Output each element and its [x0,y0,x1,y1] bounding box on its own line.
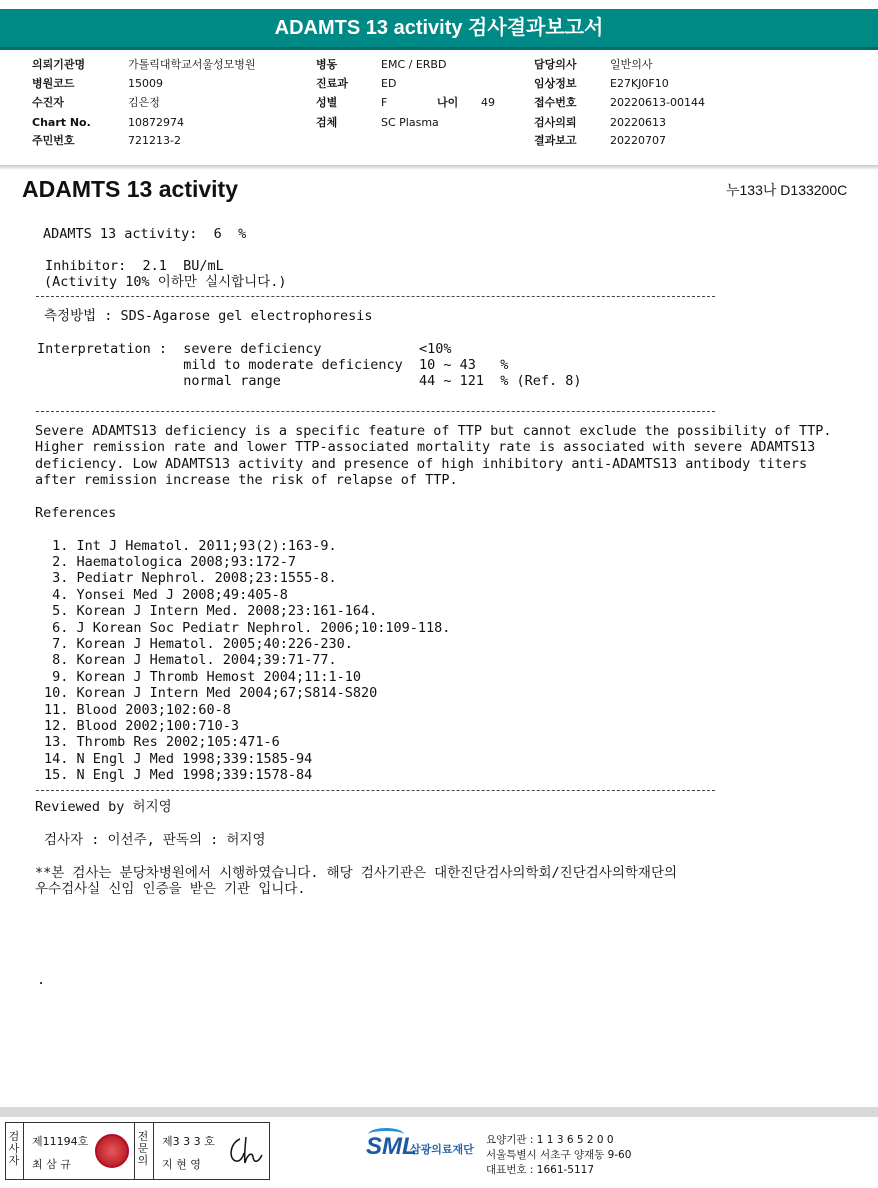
seal-stamp-icon [95,1134,129,1168]
resident-no-label: 주민번호 [32,134,75,147]
vertical-char: 자 [8,1154,20,1167]
specialist-name: 지 현 영 [162,1158,201,1171]
address: 서울특별시 서초구 양재동 9-60 [486,1149,632,1161]
department-label: 진료과 [316,77,348,90]
clinical-info-label: 임상정보 [534,77,577,90]
reference-item: 2. Haematologica 2008;93:172-7 [44,554,296,570]
patient-label: 수진자 [32,96,64,109]
vertical-char: 사 [8,1142,20,1155]
interpretation-severe: Interpretation : severe deficiency <10% [37,341,452,357]
header-divider [0,165,878,170]
resident-no-value: 721213-2 [128,134,181,147]
note-line-2: 우수검사실 신임 인증을 받은 기관 입니다. [35,881,306,897]
chart-no-value: 10872974 [128,116,184,129]
signature-icon [226,1133,266,1169]
reference-item: 8. Korean J Hematol. 2004;39:71-77. [44,652,337,668]
sml-logo-subtitle: 삼광의료재단 [410,1143,474,1156]
report-banner-title: ADAMTS 13 activity 검사결과보고서 [0,9,878,47]
separator-2 [36,411,715,412]
vertical-char: 의 [137,1154,149,1167]
reference-item: 4. Yonsei Med J 2008;49:405-8 [44,587,288,603]
end-dot: . [37,972,46,988]
reference-item: 7. Korean J Hematol. 2005;40:226-230. [44,636,353,652]
age-value: 49 [481,96,495,109]
doctor-label: 담당의사 [534,58,577,71]
interpretation-mild: mild to moderate deficiency 10 ~ 43 % [37,357,509,373]
reference-item: 5. Korean J Intern Med. 2008;23:161-164. [44,603,378,619]
requesting-institution-value: 가톨릭대학교서울성모병원 [128,58,256,71]
sex-value: F [381,96,388,109]
footer-bar [0,1107,878,1117]
chart-no-label: Chart No. [32,116,91,129]
reference-item: 1. Int J Hematol. 2011;93(2):163-9. [44,538,337,554]
vertical-char: 검 [8,1130,20,1143]
hospital-code-label: 병원코드 [32,77,75,90]
specialist-vertical-label [136,1131,150,1167]
receipt-no-value: 20220613-00144 [610,96,705,109]
examiner-line: 검사자 : 이선주, 판독의 : 허지영 [44,832,266,848]
ward-label: 병동 [316,58,338,71]
references-heading: References [35,505,117,521]
examiner-license-no: 제11194호 [32,1135,89,1148]
reference-item: 3. Pediatr Nephrol. 2008;23:1555-8. [44,570,337,586]
method-line: 측정방법 : SDS-Agarose gel electrophoresis [44,308,373,324]
receipt-no-label: 접수번호 [534,96,577,109]
test-title: ADAMTS 13 activity [22,176,239,202]
doctor-value: 일반의사 [610,58,653,71]
sml-logo: SML [366,1133,417,1160]
vertical-char: 전 [137,1130,149,1143]
banner-underline [0,47,878,50]
box-separator [134,1123,135,1179]
box-separator [153,1123,154,1179]
activity-result: ADAMTS 13 activity: 6 % [43,226,247,242]
reference-item: 12. Blood 2002;100:710-3 [44,718,240,734]
inhibitor-note: (Activity 10% 이하만 실시합니다.) [44,274,287,290]
phone: 대표번호 : 1661-5117 [486,1164,595,1176]
paragraph-line: after remission increase the risk of relapse of TTP. [35,472,458,488]
test-code: 누133나 D133200C [726,182,848,198]
examiner-vertical-label [7,1131,21,1167]
patient-value: 김은정 [128,96,160,109]
signature-box [5,1122,270,1180]
reference-item: 15. N Engl J Med 1998;339:1578-84 [44,767,313,783]
reference-item: 6. J Korean Soc Pediatr Nephrol. 2006;10:109-118. [44,620,451,636]
specimen-value: SC Plasma [381,116,439,129]
department-value: ED [381,77,397,90]
report-date-value: 20220707 [610,134,666,147]
paragraph-line: deficiency. Low ADAMTS13 activity and presence of high inhibitory anti-ADAMTS13 antibody titers [35,456,808,472]
note-line-1: **본 검사는 분당차병원에서 시행하였습니다. 해당 검사기관은 대한진단검사의학회/진단검사의학재단의 [35,865,678,881]
reviewed-by: Reviewed by 허지영 [35,799,172,815]
reference-item: 11. Blood 2003;102:60-8 [44,702,231,718]
box-separator [23,1123,24,1179]
separator-3 [36,790,715,791]
report-date-label: 결과보고 [534,134,577,147]
request-date-value: 20220613 [610,116,666,129]
paragraph-line: Higher remission rate and lower TTP-associated mortality rate is associated with severe ADAMTS13 [35,439,816,455]
specialist-license-no: 제3 3 3 호 [162,1135,215,1148]
inhibitor-result: Inhibitor: 2.1 BU/mL [45,258,224,274]
age-label: 나이 [437,96,459,109]
paragraph-line: Severe ADAMTS13 deficiency is a specific feature of TTP but cannot exclude the possibility of TTP. [35,423,832,439]
reference-item: 13. Thromb Res 2002;105:471-6 [44,734,280,750]
reference-item: 10. Korean J Intern Med 2004;67;S814-S820 [44,685,378,701]
vertical-char: 문 [137,1142,149,1155]
interpretation-normal: normal range 44 ~ 121 % (Ref. 8) [37,373,582,389]
reference-item: 14. N Engl J Med 1998;339:1585-94 [44,751,313,767]
request-date-label: 검사의뢰 [534,116,577,129]
sex-label: 성별 [316,96,338,109]
specimen-label: 검체 [316,116,338,129]
institution-code: 요양기관 : 1 1 3 6 5 2 0 0 [486,1134,614,1146]
hospital-code-value: 15009 [128,77,163,90]
reference-item: 9. Korean J Thromb Hemost 2004;11:1-10 [44,669,361,685]
clinical-info-value: E27KJ0F10 [610,77,669,90]
ward-value: EMC / ERBD [381,58,447,71]
requesting-institution-label: 의뢰기관명 [32,58,86,71]
examiner-name: 최 삼 규 [32,1158,71,1171]
separator-1 [36,296,715,297]
